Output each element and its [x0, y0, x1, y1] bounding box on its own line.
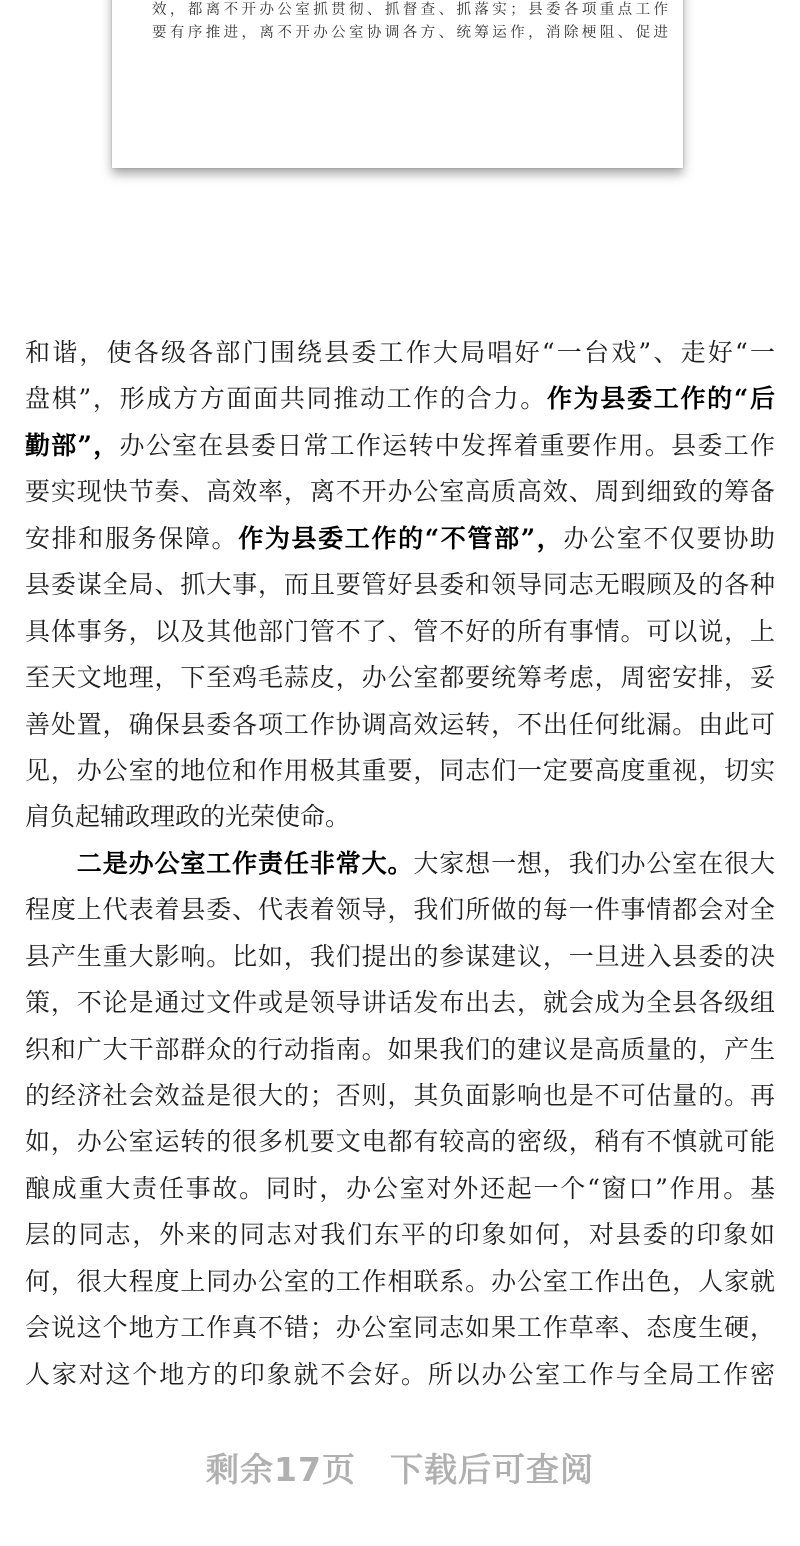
- document-line: [25, 980, 775, 1026]
- document-line: [25, 702, 775, 748]
- text: 层的同志，外来的同志对我们东平的印象如何，对县委的印象如: [25, 1220, 775, 1250]
- document-line: [25, 562, 775, 608]
- text: 办公室不仅要协助: [563, 523, 775, 553]
- text: 县委谋全局、抓大事，而且要管好县委和领导同志无暇顾及的各种: [25, 570, 775, 600]
- text: [25, 849, 77, 878]
- text: 程度上代表着县委、代表着领导，我们所做的每一件事情都会对全: [25, 895, 775, 925]
- text: 会说这个地方工作真不错；办公室同志如果工作草率、态度生硬，: [25, 1313, 775, 1343]
- document-line: [25, 609, 775, 655]
- card-text-line: 要有序推进，离不开办公室协调各方、统筹运作，消除梗阻、促进: [152, 25, 668, 41]
- document-line: [25, 423, 775, 469]
- document-line: [25, 469, 775, 515]
- text: 酿成重大责任事故。同时，办公室对外还起一个“窗口”作用。基: [25, 1173, 775, 1203]
- document-line: [25, 1259, 775, 1305]
- document-body: [25, 330, 775, 1398]
- preview-page-card: [112, 0, 683, 168]
- text: 大家想一想，我们办公室在很大: [413, 848, 775, 878]
- download-to-view-label[interactable]: 下载后可查阅: [389, 1450, 594, 1489]
- document-line: [25, 934, 775, 980]
- document-line: [25, 887, 775, 933]
- download-prompt[interactable]: [0, 1444, 800, 1491]
- document-line: [25, 841, 775, 887]
- bold-text: 二是办公室工作责任非常大。: [76, 848, 414, 878]
- text: 见，办公室的地位和作用极其重要，同志们一定要高度重视，切实: [25, 755, 775, 785]
- text: 策，不论是通过文件或是领导讲话发布出去，就会成为全县各级组: [25, 988, 775, 1018]
- text: 如，办公室运转的很多机要文电都有较高的密级，稍有不慎就可能: [25, 1127, 775, 1157]
- text: 要实现快节奏、高效率，离不开办公室高质高效、周到细致的筹备: [25, 477, 775, 507]
- text: 肩负起辅政理政的光荣使命。: [25, 802, 351, 832]
- text: 盘棋”，形成方方面面共同推动工作的合力。: [25, 384, 547, 414]
- document-line: [25, 330, 775, 376]
- text: 办公室在县委日常工作运转中发挥着重要作用。县委工作: [119, 430, 775, 460]
- text: 善处置，确保县委各项工作协调高效运转，不出任何纰漏。由此可: [25, 709, 775, 739]
- text: 具体事务，以及其他部门管不了、管不好的所有事情。可以说，上: [25, 616, 775, 646]
- bold-text: 勤部”，: [25, 430, 120, 460]
- document-line: [25, 1119, 775, 1165]
- document-line: [25, 1027, 775, 1073]
- document-line: [25, 516, 775, 562]
- document-line: [25, 1166, 775, 1212]
- document-line: [25, 748, 775, 794]
- text: 和谐，使各级各部门围绕县委工作大局唱好“一台戏”、走好“一: [25, 338, 775, 367]
- text: 织和广大干部群众的行动指南。如果我们的建议是高质量的，产生: [25, 1034, 775, 1064]
- text: 安排和服务保障。: [25, 523, 239, 553]
- document-line: [25, 1352, 775, 1398]
- document-line: [25, 376, 775, 422]
- text: 何，很大程度上同办公室的工作相联系。办公室工作出色，人家就: [25, 1266, 775, 1296]
- document-line: [25, 1212, 775, 1258]
- text: 人家对这个地方的印象就不会好。所以办公室工作与全局工作密: [25, 1359, 775, 1389]
- document-line: [25, 1305, 775, 1351]
- remaining-pages-label: 剩余17页: [206, 1450, 356, 1489]
- bold-text: 作为县委工作的“不管部”，: [238, 523, 564, 553]
- document-line: [25, 655, 775, 701]
- text: 县产生重大影响。比如，我们提出的参谋建议，一旦进入县委的决: [25, 941, 775, 971]
- document-line: [25, 794, 775, 840]
- text: 至天文地理，下至鸡毛蒜皮，办公室都要统筹考虑，周密安排，妥: [25, 663, 775, 693]
- document-line: [25, 1073, 775, 1119]
- card-text-line: 效，都离不开办公室抓贯彻、抓督查、抓落实；县委各项重点工作: [152, 2, 668, 18]
- text: 的经济社会效益是很大的；否则，其负面影响也是不可估量的。再: [25, 1081, 775, 1110]
- bold-text: 作为县委工作的“后: [546, 384, 775, 414]
